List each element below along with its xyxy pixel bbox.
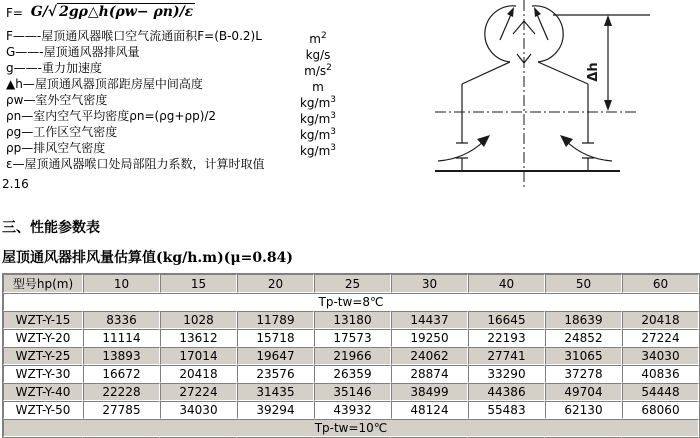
definition-text: G——-屋顶通风器排风量 — [6, 45, 140, 59]
definition-line — [6, 156, 366, 172]
model-cell: WZT-Y-30 — [3, 365, 83, 383]
value-cell: 31435 — [237, 383, 314, 401]
value-cell: 16645 — [468, 311, 545, 329]
value-cell: 24062 — [391, 347, 468, 365]
epsilon-value: 2.16 — [2, 177, 29, 191]
definition-line — [6, 92, 366, 108]
dim-label: Δh — [586, 62, 601, 82]
value-cell: 27224 — [622, 329, 699, 347]
flow-arrow-left-head — [507, 7, 514, 17]
table-title-suffix: (kg/h.m)(μ=0.84) — [156, 250, 294, 266]
value-cell: 15718 — [237, 329, 314, 347]
value-cell: 8336 — [83, 311, 160, 329]
definition-line — [6, 140, 366, 156]
flow-arrow-left — [500, 12, 512, 40]
definition-text: g——-重力加速度 — [6, 61, 102, 75]
value-cell: 27785 — [83, 401, 160, 419]
value-cell: 17014 — [160, 347, 237, 365]
performance-table — [2, 273, 700, 438]
value-cell: 49704 — [545, 383, 622, 401]
definition-text: ρn—室内空气平均密度ρn=(ρg+ρp)/2 — [6, 109, 217, 123]
model-cell: WZT-Y-25 — [3, 347, 83, 365]
value-cell: 18639 — [545, 311, 622, 329]
value-cell: 62130 — [545, 401, 622, 419]
model-cell: WZT-Y-40 — [3, 383, 83, 401]
value-cell: 68060 — [622, 401, 699, 419]
table-title — [2, 247, 293, 267]
value-cell: 43932 — [314, 401, 391, 419]
definition-unit: $kg/m^3$ — [299, 143, 337, 158]
table-title-cn: 屋顶通风器排风量估算值 — [2, 250, 156, 266]
flow-arrow-right-head — [534, 7, 541, 17]
table-row — [3, 311, 699, 329]
value-cell: 33290 — [468, 365, 545, 383]
dim-arrow-up — [604, 15, 612, 26]
wall-right — [582, 84, 594, 143]
table-row — [3, 401, 699, 419]
radical-sign: √ — [47, 4, 58, 20]
funnel-left — [462, 62, 510, 84]
column-header: 15 — [160, 274, 237, 293]
performance-table-body — [3, 274, 699, 438]
value-cell: 27224 — [160, 383, 237, 401]
formula-prefix: G/ — [30, 4, 48, 20]
post-right — [582, 158, 594, 171]
table-row — [3, 329, 699, 347]
value-cell: 22228 — [83, 383, 160, 401]
value-cell: 22193 — [468, 329, 545, 347]
flow-arrow-right — [536, 12, 548, 40]
definition-unit: $m^2$ — [309, 31, 327, 46]
table-row — [3, 365, 699, 383]
value-cell: 48124 — [391, 401, 468, 419]
value-cell: 27741 — [468, 347, 545, 365]
definition-unit: kg/s — [305, 48, 331, 62]
definition-unit: m — [312, 80, 324, 94]
value-cell: 14437 — [391, 311, 468, 329]
value-cell: 28874 — [391, 365, 468, 383]
model-cell: WZT-Y-15 — [3, 311, 83, 329]
value-cell: 19250 — [391, 329, 468, 347]
definition-unit: $kg/m^3$ — [299, 111, 337, 126]
column-header: 25 — [314, 274, 391, 293]
value-cell: 13180 — [314, 311, 391, 329]
definition-text: ρp—排风空气密度 — [6, 141, 106, 155]
definition-line — [6, 28, 366, 44]
value-cell: 39294 — [237, 401, 314, 419]
definition-text: ρw—室外空气密度 — [6, 93, 108, 107]
wall-left — [456, 84, 468, 143]
value-cell: 31065 — [545, 347, 622, 365]
column-header: 10 — [83, 274, 160, 293]
value-cell: 55483 — [468, 401, 545, 419]
definition-line — [6, 108, 366, 124]
diagram-svg — [420, 0, 665, 195]
formula — [6, 4, 366, 26]
value-cell: 16672 — [83, 365, 160, 383]
value-cell: 19647 — [237, 347, 314, 365]
section-row — [3, 419, 699, 437]
post-left — [456, 158, 468, 171]
definition-line — [6, 124, 366, 140]
value-cell: 11114 — [83, 329, 160, 347]
value-cell: 13893 — [83, 347, 160, 365]
roof-ventilator-diagram — [420, 0, 665, 195]
value-cell: 38499 — [391, 383, 468, 401]
definitions-block — [2, 4, 366, 192]
value-cell: 26359 — [314, 365, 391, 383]
table-row — [3, 383, 699, 401]
definition-line — [6, 44, 366, 60]
formula-lhs: F= — [6, 6, 23, 20]
table-header-row — [3, 274, 699, 293]
value-cell: 44386 — [468, 383, 545, 401]
value-cell: 35146 — [314, 383, 391, 401]
value-cell: 20418 — [160, 365, 237, 383]
formula-body — [31, 4, 195, 20]
model-cell: WZT-Y-50 — [3, 401, 83, 419]
dim-arrow-down — [604, 100, 612, 111]
value-cell: 37278 — [545, 365, 622, 383]
value-cell: 23576 — [237, 365, 314, 383]
value-cell: 1028 — [160, 311, 237, 329]
column-header: 40 — [468, 274, 545, 293]
definition-line — [6, 76, 366, 92]
value-cell: 11789 — [237, 311, 314, 329]
definition-text: ε—屋顶通风器喉口处局部阻力系数，计算时取值 — [6, 157, 265, 171]
definition-unit: $kg/m^3$ — [299, 95, 337, 110]
section-label: Tp-tw=8℃ — [3, 293, 699, 311]
value-cell: 13612 — [160, 329, 237, 347]
value-cell: 54448 — [622, 383, 699, 401]
definition-text: ▲h—屋顶通风器顶部距房屋中间高度 — [6, 77, 203, 91]
table-row — [3, 347, 699, 365]
section-row — [3, 293, 699, 311]
column-header-model: 型号hp(m) — [3, 274, 83, 293]
definition-unit: $kg/m^3$ — [299, 127, 337, 142]
value-cell: 17573 — [314, 329, 391, 347]
definition-line — [6, 60, 366, 76]
definition-unit: $m/s^2$ — [304, 63, 332, 78]
model-cell: WZT-Y-20 — [3, 329, 83, 347]
value-cell: 40836 — [622, 365, 699, 383]
column-header: 20 — [237, 274, 314, 293]
definition-text: F——-屋顶通风器喉口空气流通面积F=(B-0.2)L — [6, 29, 262, 43]
section-heading: 三、性能参数表 — [2, 220, 100, 236]
definition-text: ρg—工作区空气密度 — [6, 125, 118, 139]
value-cell: 34030 — [622, 347, 699, 365]
value-cell: 34030 — [160, 401, 237, 419]
value-cell: 20418 — [622, 311, 699, 329]
column-header: 50 — [545, 274, 622, 293]
funnel-right — [538, 62, 588, 84]
formula-radicand: 2gρ△h(ρw− ρn)/ε — [59, 4, 194, 20]
column-header: 60 — [622, 274, 699, 293]
column-header: 30 — [391, 274, 468, 293]
value-cell: 21966 — [314, 347, 391, 365]
headings-block — [2, 217, 293, 267]
section-label: Tp-tw=10℃ — [3, 419, 699, 437]
value-cell: 24852 — [545, 329, 622, 347]
